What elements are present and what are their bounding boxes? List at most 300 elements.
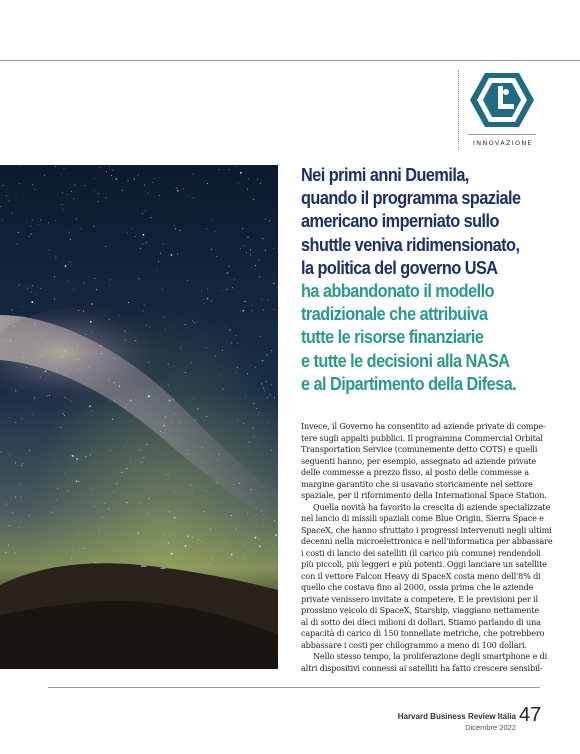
star <box>163 425 165 427</box>
page-number: 47 <box>519 704 542 726</box>
star <box>206 347 207 348</box>
pull-quote-line: americano imperniato sullo <box>301 210 499 232</box>
star <box>126 502 128 504</box>
star <box>176 188 177 189</box>
innovation-hexagon-icon <box>469 72 535 128</box>
bottom-rule <box>48 687 540 688</box>
star <box>91 488 92 489</box>
star <box>262 238 263 239</box>
star <box>40 377 41 378</box>
star <box>274 309 275 310</box>
body-line: Nello stesso tempo, la proliferazione degli smartphone e di <box>313 651 548 661</box>
star <box>71 401 72 402</box>
star <box>142 244 143 245</box>
star <box>180 347 181 348</box>
star <box>38 344 39 345</box>
star <box>54 507 55 508</box>
star <box>22 463 23 464</box>
star <box>233 484 234 485</box>
star <box>259 276 260 277</box>
star <box>101 353 102 354</box>
star <box>237 367 238 368</box>
pull-quote-line: ha abbandonato il modello <box>301 280 495 302</box>
pull-quote-line: la politica del governo USA <box>301 256 498 278</box>
star <box>32 285 33 286</box>
star <box>256 520 257 521</box>
star <box>84 283 85 284</box>
star <box>54 299 55 300</box>
star <box>125 407 126 408</box>
star <box>151 217 152 218</box>
star <box>239 483 240 484</box>
star <box>163 534 164 535</box>
pull-quote-line: tradizionale che attribuiva <box>301 303 488 325</box>
star <box>122 190 123 191</box>
star <box>266 354 267 355</box>
star <box>171 254 173 256</box>
pull-quote-line: quando il programma spaziale <box>301 187 521 209</box>
star <box>211 300 212 301</box>
star <box>243 423 244 424</box>
star <box>19 285 20 286</box>
star <box>20 484 21 485</box>
star <box>229 329 231 331</box>
star <box>261 383 262 384</box>
star <box>95 562 96 563</box>
star <box>106 171 107 172</box>
star <box>135 469 136 470</box>
star <box>173 399 174 400</box>
star <box>30 226 31 227</box>
star <box>174 491 175 492</box>
star <box>111 450 112 451</box>
star <box>219 454 220 455</box>
star <box>211 249 212 250</box>
star <box>175 228 176 229</box>
star <box>40 356 41 357</box>
star <box>13 325 14 326</box>
star <box>245 395 246 396</box>
star <box>240 172 242 174</box>
star <box>119 386 120 387</box>
star <box>187 196 188 197</box>
star <box>4 341 5 342</box>
star <box>207 298 209 300</box>
star <box>187 280 188 281</box>
star <box>250 249 251 250</box>
star <box>65 265 67 267</box>
star <box>15 391 16 392</box>
star <box>2 220 3 221</box>
star <box>183 188 184 189</box>
star <box>91 303 93 305</box>
star <box>142 450 143 451</box>
star <box>231 554 233 556</box>
star <box>105 503 106 504</box>
star <box>191 362 192 363</box>
star <box>51 512 52 513</box>
star <box>143 457 144 458</box>
star <box>48 250 49 251</box>
star <box>255 508 256 509</box>
star <box>259 545 261 547</box>
star <box>273 248 274 249</box>
star <box>22 307 23 308</box>
star <box>260 183 261 184</box>
star <box>224 543 225 544</box>
star <box>270 394 271 395</box>
star <box>76 480 78 482</box>
star <box>177 190 179 192</box>
star <box>229 266 230 267</box>
top-rule <box>0 60 580 61</box>
pull-quote-line: shuttle veniva ridimensionato, <box>301 233 520 255</box>
article-body <box>301 421 553 674</box>
star <box>76 458 78 460</box>
star <box>168 543 169 544</box>
star <box>263 309 264 310</box>
star <box>27 289 28 290</box>
star <box>202 541 203 542</box>
star <box>16 194 17 195</box>
star <box>94 354 95 355</box>
star <box>15 462 16 463</box>
star <box>193 398 194 399</box>
star <box>252 310 253 311</box>
star <box>86 456 87 457</box>
star <box>236 529 237 530</box>
body-line: decenni nella microelettronica e nell'informatica per abbassare <box>301 536 553 546</box>
star <box>89 367 90 368</box>
star <box>114 358 115 359</box>
star <box>237 343 238 344</box>
star <box>165 416 166 417</box>
star <box>198 539 199 540</box>
star <box>38 224 39 225</box>
star <box>157 269 158 270</box>
star <box>76 218 77 219</box>
star <box>56 499 57 500</box>
star <box>98 531 99 532</box>
star <box>206 416 207 417</box>
star <box>1 451 2 452</box>
star <box>265 219 266 220</box>
star <box>130 399 132 401</box>
star <box>220 376 221 377</box>
star <box>90 455 91 456</box>
star <box>159 195 160 196</box>
star <box>94 190 95 191</box>
star <box>262 360 264 362</box>
star <box>246 252 247 253</box>
star <box>79 481 80 482</box>
star <box>139 278 140 279</box>
star <box>141 462 142 463</box>
star <box>84 548 85 549</box>
star <box>62 356 63 357</box>
star <box>144 185 145 186</box>
star <box>189 564 190 565</box>
star <box>275 534 277 536</box>
star <box>255 515 256 516</box>
star <box>155 545 156 546</box>
star <box>228 169 229 170</box>
star <box>223 389 224 390</box>
star <box>135 236 136 237</box>
star <box>67 194 68 195</box>
star <box>70 262 71 263</box>
star <box>125 339 126 340</box>
issue-date: Dicembre 2022 <box>465 723 516 732</box>
star <box>264 390 265 391</box>
star <box>154 448 155 449</box>
star <box>142 213 143 214</box>
body-line: Transportation Service (comunemente detto COTS) e quelli <box>301 444 538 454</box>
star <box>63 209 64 210</box>
star <box>78 369 79 370</box>
star <box>31 234 32 235</box>
star <box>101 336 102 337</box>
star <box>19 183 20 184</box>
star <box>125 446 126 447</box>
star <box>99 167 100 168</box>
star <box>32 184 33 185</box>
body-line: Invece, il Governo ha consentito ad aziende private di compe- <box>301 421 546 431</box>
star <box>177 254 178 255</box>
body-line: spaziale, per il rifornimento della International Space Station. <box>301 490 547 500</box>
star <box>100 345 101 346</box>
star <box>119 315 120 316</box>
star <box>54 276 55 277</box>
star <box>15 552 16 553</box>
star <box>217 459 218 460</box>
star <box>258 539 259 540</box>
star <box>40 219 41 220</box>
star <box>56 370 57 371</box>
star <box>121 472 122 473</box>
star <box>45 370 47 372</box>
star <box>206 491 207 492</box>
star <box>10 340 11 341</box>
star <box>247 373 248 374</box>
star <box>152 182 153 183</box>
star <box>134 179 135 180</box>
star <box>265 250 266 251</box>
star <box>190 485 191 486</box>
star <box>31 301 33 303</box>
star <box>208 564 209 565</box>
star <box>149 326 150 327</box>
star <box>73 198 74 199</box>
star <box>15 497 16 498</box>
star <box>72 455 74 457</box>
star <box>158 261 159 262</box>
star <box>135 340 136 341</box>
star <box>211 558 212 559</box>
star <box>65 374 66 375</box>
star <box>215 356 216 357</box>
star <box>84 185 85 186</box>
star <box>32 220 33 221</box>
star <box>253 428 254 429</box>
star <box>62 204 63 205</box>
star <box>253 437 254 438</box>
star <box>251 305 252 306</box>
star <box>244 554 245 555</box>
star <box>128 180 129 181</box>
star <box>12 512 13 513</box>
star <box>251 489 252 490</box>
star <box>242 310 244 312</box>
star <box>164 317 165 318</box>
star <box>185 324 186 325</box>
star <box>247 513 248 514</box>
star <box>203 511 204 512</box>
star <box>250 254 251 255</box>
star <box>94 460 95 461</box>
star <box>168 364 169 365</box>
star <box>178 422 179 423</box>
star <box>255 537 257 539</box>
star <box>6 504 7 505</box>
star <box>240 248 241 249</box>
star <box>258 414 259 415</box>
star <box>140 248 141 249</box>
star <box>49 395 50 396</box>
star <box>36 294 37 295</box>
star <box>102 517 103 518</box>
star <box>263 388 264 389</box>
star <box>47 395 48 396</box>
star <box>193 174 194 175</box>
star <box>217 482 218 483</box>
star <box>15 422 16 423</box>
star <box>173 552 174 553</box>
star <box>180 230 181 231</box>
body-line: Quella novità ha favorito la crescita di aziende specializzate <box>313 501 551 512</box>
star <box>160 431 161 432</box>
star <box>32 414 33 415</box>
star <box>48 222 49 223</box>
body-line: nel lancio di missili spaziali come Blue Origin, Sierra Space e <box>301 513 544 523</box>
star <box>71 191 72 192</box>
star <box>194 322 195 323</box>
star <box>234 279 235 280</box>
star <box>273 283 275 285</box>
star <box>91 332 92 333</box>
star <box>34 324 35 325</box>
star <box>171 421 172 422</box>
star <box>110 279 111 280</box>
star <box>242 228 243 229</box>
star <box>232 287 233 288</box>
star <box>253 199 254 200</box>
star <box>94 278 95 279</box>
star <box>244 545 245 546</box>
star <box>273 544 274 545</box>
star <box>130 461 131 462</box>
star <box>238 421 239 422</box>
star <box>21 418 22 419</box>
star <box>236 372 237 373</box>
star <box>97 562 98 563</box>
star <box>60 427 61 428</box>
star <box>26 221 27 222</box>
star <box>78 310 79 311</box>
star <box>174 413 175 414</box>
pull-quote-line: e tutte le decisioni alla NASA <box>301 349 510 371</box>
star <box>9 200 10 201</box>
star <box>69 232 70 233</box>
star <box>271 384 272 385</box>
body-line: delle commesse a prezzo fisso, al posto delle commesse a <box>301 467 529 477</box>
star <box>96 289 97 290</box>
section-label: INNOVAZIONE <box>473 139 533 147</box>
star <box>227 289 228 290</box>
pull-quote-line: e al Dipartimento della Difesa. <box>301 372 517 394</box>
star <box>201 290 202 291</box>
star <box>26 498 27 499</box>
body-line: tere sugli appalti pubblici. Il programma Commercial Orbital <box>301 432 543 443</box>
star <box>64 415 65 416</box>
body-line: SpaceX, che hanno sfruttato i progressi intervenuti negli ultimi <box>301 524 552 535</box>
star <box>144 304 145 305</box>
star <box>249 442 250 443</box>
logo-underline <box>468 134 536 135</box>
star <box>258 445 259 446</box>
star <box>202 447 203 448</box>
star <box>243 245 244 246</box>
star <box>29 450 30 451</box>
star <box>105 246 106 247</box>
star <box>207 289 208 290</box>
star <box>138 175 139 176</box>
star <box>29 515 30 516</box>
star <box>168 385 169 386</box>
star <box>93 226 94 227</box>
star <box>81 228 82 229</box>
star <box>90 321 92 323</box>
star <box>44 175 45 176</box>
body-line: private venissero invitate a competere. E le previsioni per il <box>301 593 538 604</box>
star <box>9 417 10 418</box>
star <box>21 465 22 466</box>
star <box>254 403 255 404</box>
star <box>171 553 173 555</box>
star <box>260 336 261 337</box>
star <box>174 517 176 519</box>
star <box>114 382 115 383</box>
star <box>72 549 73 550</box>
body-line: con il vettore Falcon Heavy di SpaceX costa meno dell'8% di <box>301 570 541 581</box>
star <box>236 166 237 167</box>
star <box>148 513 149 514</box>
star <box>138 532 140 534</box>
star <box>64 351 65 352</box>
body-line: margine garantito che si usavano storicamente nel settore <box>301 478 533 489</box>
star <box>128 302 129 303</box>
body-line: quello che costava fino al 2000, ossia prima che le aziende <box>301 582 534 592</box>
star <box>195 420 196 421</box>
star <box>112 170 113 171</box>
star <box>65 473 66 474</box>
star <box>268 421 269 422</box>
body-line: capacità di carico di 150 tonnellate metriche, che potrebbero <box>301 628 545 638</box>
star <box>154 178 155 179</box>
star <box>277 287 278 288</box>
star <box>168 474 169 475</box>
pull-quote-line: Nei primi anni Duemila, <box>301 164 469 185</box>
